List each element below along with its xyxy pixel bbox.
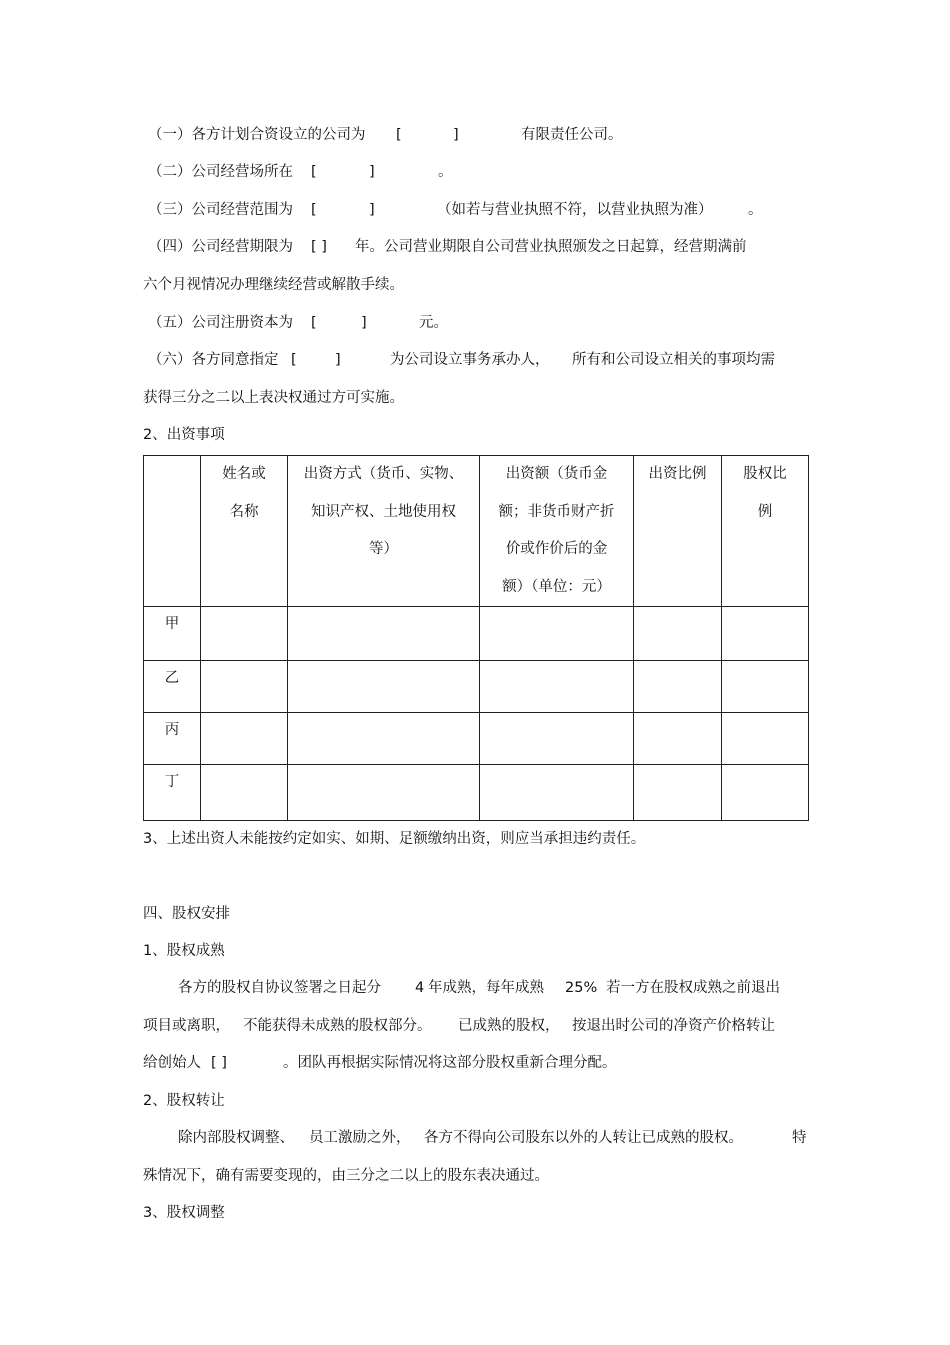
vesting-text: 若一方在股权成熟之前退出 bbox=[606, 980, 780, 996]
table-row bbox=[144, 661, 809, 713]
header-name: 姓名或 名称 bbox=[201, 456, 288, 607]
cell-amount[interactable] bbox=[480, 661, 634, 713]
transfer-paragraph-line-2: 殊情况下，确有需要变现的，由三分之二以上的股东表决通过。 bbox=[143, 1168, 549, 1184]
row-label: 甲 bbox=[144, 607, 201, 661]
blank-bracket-open: [ bbox=[311, 164, 317, 180]
investment-default-note: 3、上述出资人未能按约定如实、如期、足额缴纳出资，则应当承担违约责任。 bbox=[143, 831, 646, 847]
table-row bbox=[144, 765, 809, 821]
cell-method[interactable] bbox=[288, 765, 480, 821]
header-method: 出资方式（货币、实物、 知识产权、土地使用权 等） bbox=[288, 456, 480, 607]
clause-text: （二）公司经营场所在 bbox=[148, 164, 293, 180]
table-row bbox=[144, 607, 809, 661]
row-label: 丁 bbox=[144, 765, 201, 821]
vesting-years: 4 bbox=[415, 980, 425, 996]
clause-note: （如若与营业执照不符，以营业执照为准） bbox=[437, 202, 713, 218]
blank-bracket: [ ] bbox=[311, 239, 327, 255]
adjust-heading: 3、股权调整 bbox=[143, 1205, 225, 1221]
vesting-text: 给创始人 bbox=[143, 1055, 201, 1071]
vesting-text: 项目或离职， bbox=[143, 1018, 230, 1034]
investment-table bbox=[143, 455, 809, 821]
transfer-text: 除内部股权调整、 bbox=[178, 1130, 294, 1146]
row-label: 丙 bbox=[144, 713, 201, 765]
cell-equity[interactable] bbox=[722, 765, 809, 821]
transfer-heading: 2、股权转让 bbox=[143, 1093, 225, 1109]
cell-name[interactable] bbox=[201, 713, 288, 765]
transfer-text: 员工激励之外， bbox=[309, 1130, 411, 1146]
clause-business-term-cont: 六个月视情况办理继续经营或解散手续。 bbox=[143, 277, 404, 293]
row-label: 乙 bbox=[144, 661, 201, 713]
blank-bracket-open: [ bbox=[291, 352, 297, 368]
blank-bracket-open: [ bbox=[311, 202, 317, 218]
blank-bracket-close: ] bbox=[369, 202, 375, 218]
vesting-text: 按退出时公司的净资产价格转让 bbox=[572, 1018, 775, 1034]
clause-text: 有限责任公司。 bbox=[521, 127, 623, 143]
cell-ratio[interactable] bbox=[634, 661, 722, 713]
clause-text: 元。 bbox=[419, 315, 448, 331]
clause-designated-agent-cont: 获得三分之二以上表决权通过方可实施。 bbox=[143, 390, 404, 406]
table-row bbox=[144, 713, 809, 765]
vesting-heading: 1、股权成熟 bbox=[143, 943, 225, 959]
header-amount: 出资额（货币金 额；非货币财产折 价或作价后的金 额）（单位：元） bbox=[480, 456, 634, 607]
blank-bracket: [ ] bbox=[211, 1055, 227, 1071]
table-header-row bbox=[144, 456, 809, 607]
cell-name[interactable] bbox=[201, 607, 288, 661]
cell-ratio[interactable] bbox=[634, 607, 722, 661]
transfer-text: 各方不得向公司股东以外的人转让已成熟的股权。 bbox=[424, 1130, 743, 1146]
cell-ratio[interactable] bbox=[634, 765, 722, 821]
vesting-text: 已成熟的股权， bbox=[458, 1018, 560, 1034]
cell-equity[interactable] bbox=[722, 661, 809, 713]
cell-method[interactable] bbox=[288, 713, 480, 765]
clause-text: （六）各方同意指定 bbox=[148, 352, 279, 368]
cell-method[interactable] bbox=[288, 607, 480, 661]
cell-name[interactable] bbox=[201, 765, 288, 821]
blank-bracket-close: ] bbox=[453, 127, 459, 143]
clause-text: （四）公司经营期限为 bbox=[148, 239, 293, 255]
cell-ratio[interactable] bbox=[634, 713, 722, 765]
clause-text: （一）各方计划合资设立的公司为 bbox=[148, 127, 366, 143]
header-ratio: 出资比例 bbox=[634, 456, 722, 607]
clause-text: 年。公司营业期限自公司营业执照颁发之日起算，经营期满前 bbox=[355, 239, 747, 255]
clause-text: 。 bbox=[748, 202, 763, 218]
section-title-equity: 四、股权安排 bbox=[143, 906, 230, 922]
vesting-text: 。团队再根据实际情况将这部分股权重新合理分配。 bbox=[283, 1055, 617, 1071]
header-corner-cell bbox=[144, 456, 201, 607]
cell-method[interactable] bbox=[288, 661, 480, 713]
blank-bracket-open: [ bbox=[311, 315, 317, 331]
blank-bracket-close: ] bbox=[335, 352, 341, 368]
vesting-text: 不能获得未成熟的股权部分。 bbox=[243, 1018, 432, 1034]
header-equity: 股权比 例 bbox=[722, 456, 809, 607]
clause-text: （五）公司注册资本为 bbox=[148, 315, 293, 331]
cell-amount[interactable] bbox=[480, 765, 634, 821]
cell-equity[interactable] bbox=[722, 607, 809, 661]
vesting-text: 各方的股权自协议签署之日起分 bbox=[178, 980, 381, 996]
clause-text: 所有和公司设立相关的事项均需 bbox=[572, 352, 775, 368]
blank-bracket-close: ] bbox=[369, 164, 375, 180]
investment-heading: 2、出资事项 bbox=[143, 427, 225, 443]
cell-amount[interactable] bbox=[480, 607, 634, 661]
clause-text: 为公司设立事务承办人， bbox=[390, 352, 550, 368]
cell-name[interactable] bbox=[201, 661, 288, 713]
blank-bracket-close: ] bbox=[361, 315, 367, 331]
vesting-text: 年成熟，每年成熟 bbox=[428, 980, 544, 996]
clause-text: （三）公司经营范围为 bbox=[148, 202, 293, 218]
cell-amount[interactable] bbox=[480, 713, 634, 765]
cell-equity[interactable] bbox=[722, 713, 809, 765]
blank-bracket-open: [ bbox=[396, 127, 402, 143]
transfer-text: 特 bbox=[792, 1130, 807, 1146]
clause-text: 。 bbox=[438, 164, 453, 180]
vesting-percent: 25% bbox=[565, 980, 598, 996]
